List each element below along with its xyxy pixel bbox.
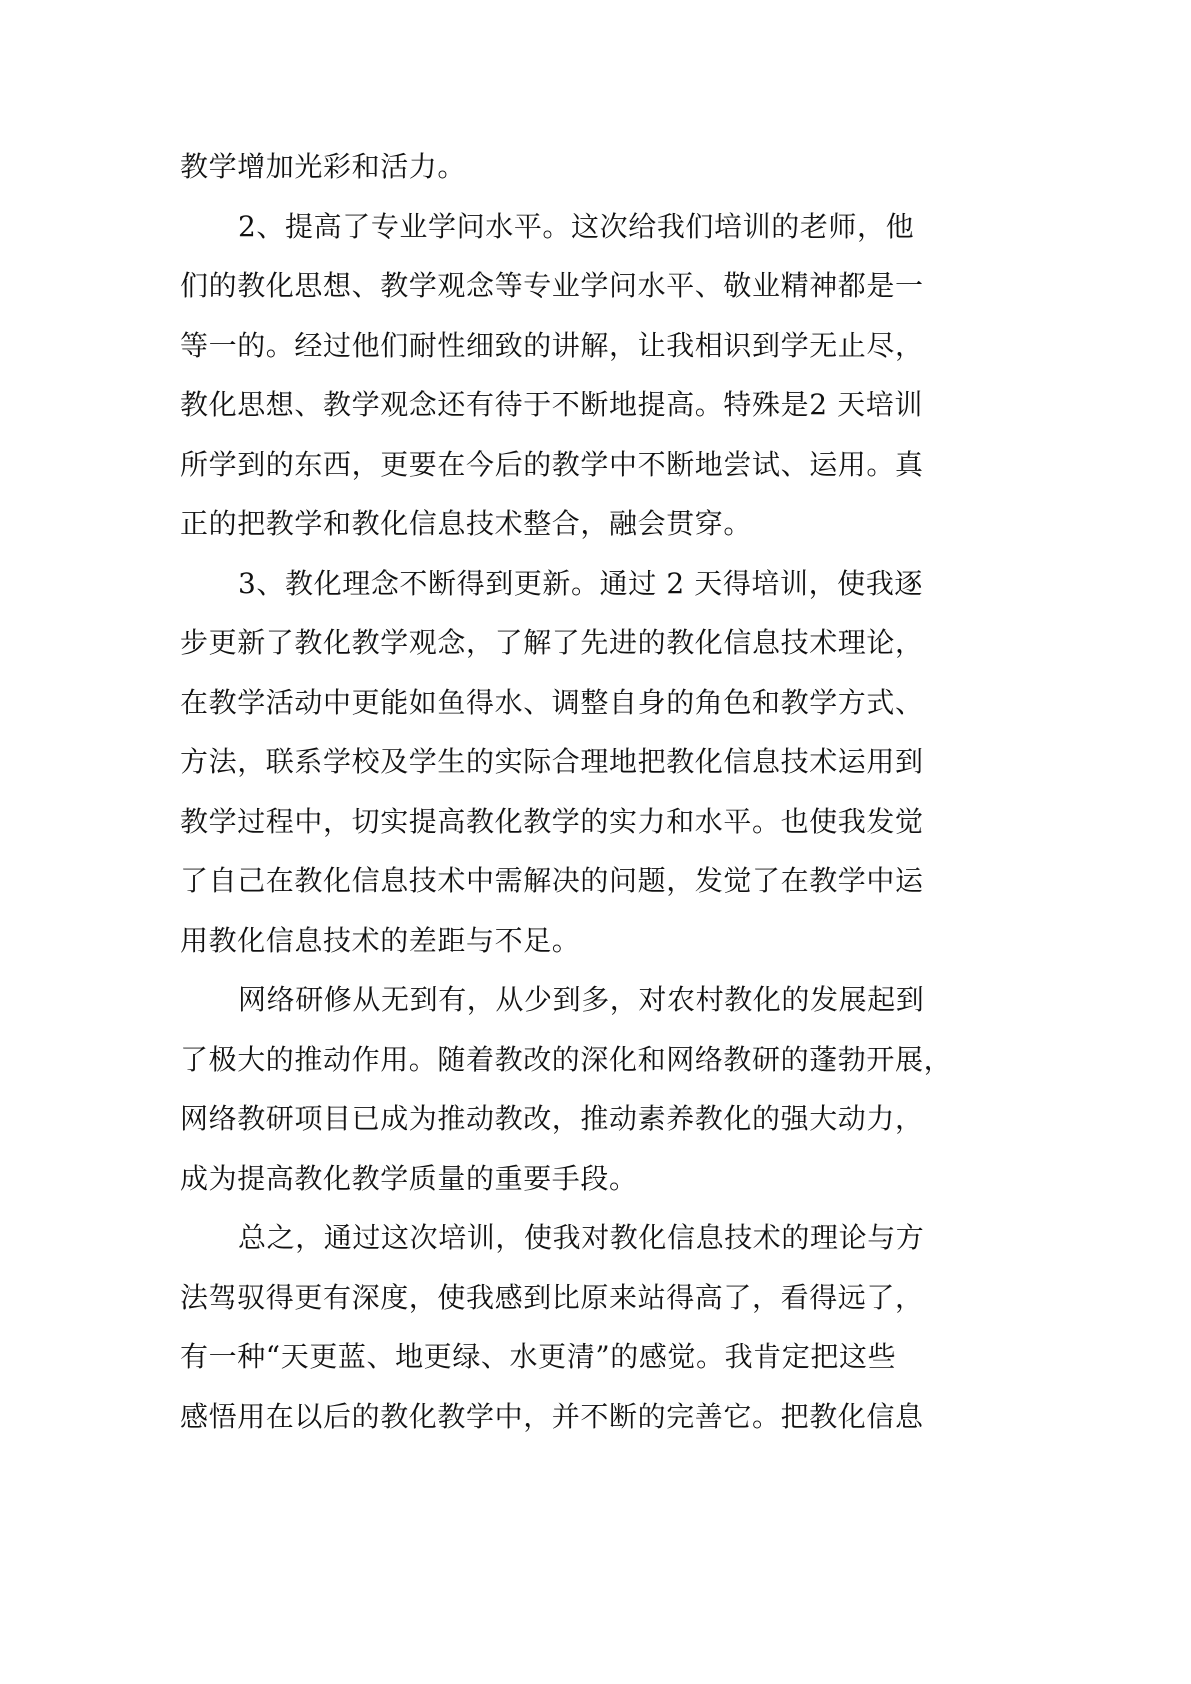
text-line: 用教化信息技术的差距与不足。 bbox=[180, 923, 581, 957]
text-line: 教学增加光彩和活力。 bbox=[180, 150, 467, 183]
text-line: 所学到的东西，更要在今后的教学中不断地尝试、运用。真 bbox=[180, 447, 924, 481]
text-line: 们的教化思想、教学观念等专业学问水平、敬业精神都是一 bbox=[180, 269, 924, 302]
text-line: 总之，通过这次培训，使我对教化信息技术的理论与方 bbox=[238, 1221, 925, 1254]
text-line: 感悟用在以后的教化教学中，并不断的完善它。把教化信息 bbox=[180, 1399, 924, 1433]
text-line: 2、提高了专业学问水平。这次给我们培训的老师，他 bbox=[238, 209, 915, 243]
text-line: 了自己在教化信息技术中需解决的问题，发觉了在教学中运 bbox=[180, 864, 924, 897]
text-line: 成为提高教化教学质量的重要手段。 bbox=[180, 1161, 638, 1195]
text-line: 等一的。经过他们耐性细致的讲解，让我相识到学无止尽， bbox=[180, 328, 924, 362]
text-line: 法驾驭得更有深度，使我感到比原来站得高了，看得远了， bbox=[180, 1280, 924, 1314]
text-line: 步更新了教化教学观念，了解了先进的教化信息技术理论， bbox=[180, 626, 924, 659]
text-line: 网络教研项目已成为推动教改，推动素养教化的强大动力， bbox=[180, 1102, 924, 1135]
text-line: 正的把教学和教化信息技术整合，融会贯穿。 bbox=[180, 507, 753, 540]
text-line: 在教学活动中更能如鱼得水、调整自身的角色和教学方式、 bbox=[180, 685, 924, 719]
text-line: 3、教化理念不断得到更新。通过 2 天得培训，使我逐 bbox=[238, 566, 924, 600]
text-line: 了极大的推动作用。随着教改的深化和网络教研的蓬勃开展， bbox=[180, 1042, 953, 1076]
text-line: 有一种“天更蓝、地更绿、水更清”的感觉。我肯定把这些 bbox=[180, 1340, 897, 1373]
body-text bbox=[180, 137, 1022, 1446]
text-line: 网络研修从无到有，从少到多，对农村教化的发展起到 bbox=[238, 983, 925, 1016]
text-line: 教学过程中，切实提高教化教学的实力和水平。也使我发觉 bbox=[180, 804, 924, 838]
text-line: 方法，联系学校及学生的实际合理地把教化信息技术运用到 bbox=[180, 745, 924, 778]
text-line: 教化思想、教学观念还有待于不断地提高。特殊是2 天培训 bbox=[180, 388, 923, 421]
